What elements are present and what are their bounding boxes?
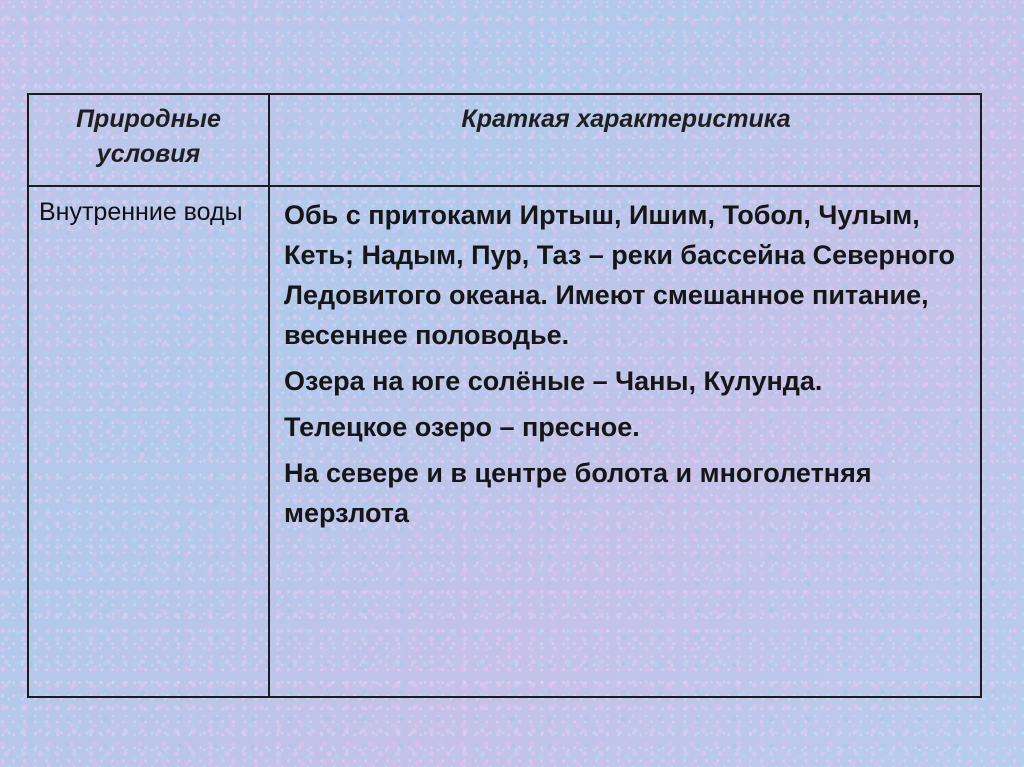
row-label-inland-waters: Внутренние воды [39, 198, 243, 226]
header-brief-characteristics: Краткая характеристика [461, 105, 791, 133]
header-divider [29, 185, 980, 187]
description-paragraph-salt-lakes: Озера на юге солёные – Чаны, Кулунда. [284, 366, 823, 396]
row-description [284, 195, 974, 539]
characteristics-table [27, 93, 982, 698]
description-paragraph-teletskoye: Телецкое озеро – пресное. [284, 412, 640, 442]
description-paragraph-swamps: На севере и в центре болота и многолетняя мерзлота [284, 458, 872, 528]
description-paragraph-rivers: Обь с притоками Иртыш, Ишим, Тобол, Чулым, Кеть; Надым, Пур, Таз – реки бассейна Северного Ледовитого океана. Имеют смешанное питание, весеннее половодье. [284, 200, 956, 350]
header-natural-conditions: Природные условия [76, 105, 221, 168]
